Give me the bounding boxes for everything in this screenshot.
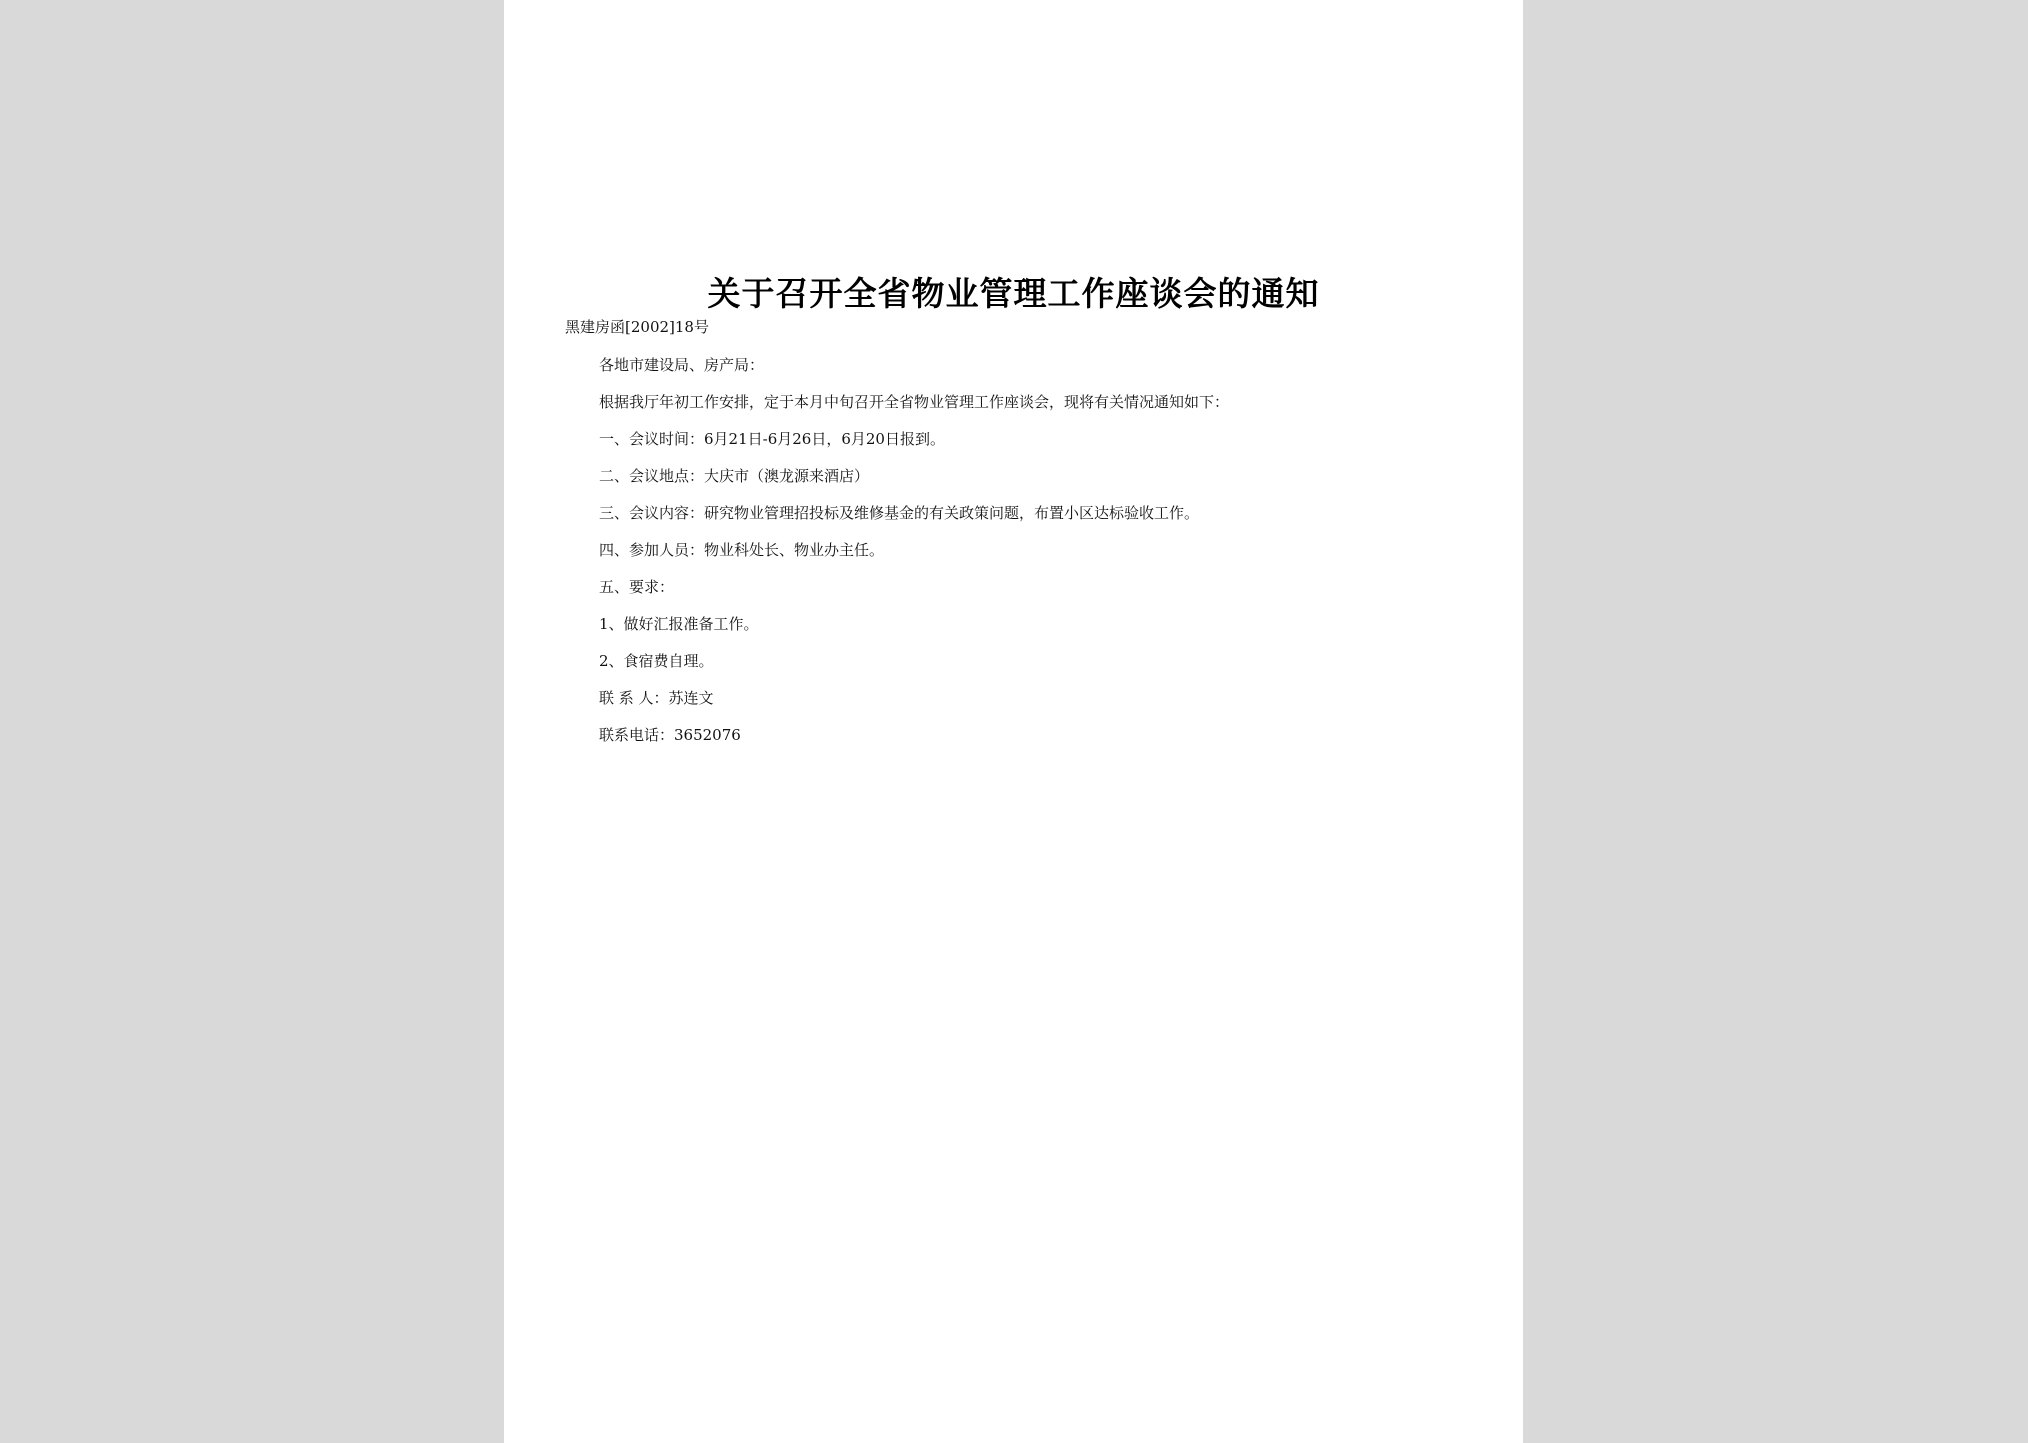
contact-person: 联 系 人：苏连文 <box>599 689 714 707</box>
item-meeting-content: 三、会议内容：研究物业管理招投标及维修基金的有关政策问题，布置小区达标验收工作。 <box>599 504 1200 522</box>
document-page <box>504 0 1523 1443</box>
item-participants: 四、参加人员：物业科处长、物业办主任。 <box>599 541 885 559</box>
item-requirement-2: 2、食宿费自理。 <box>599 652 714 670</box>
addressee-line: 各地市建设局、房产局： <box>599 356 765 374</box>
contact-phone: 联系电话：3652076 <box>599 726 741 744</box>
item-requirement-1: 1、做好汇报准备工作。 <box>599 615 759 633</box>
item-meeting-location: 二、会议地点：大庆市（澳龙源来酒店） <box>599 467 870 485</box>
intro-paragraph: 根据我厅年初工作安排，定于本月中旬召开全省物业管理工作座谈会，现将有关情况通知如下： <box>599 393 1230 411</box>
item-requirements: 五、要求： <box>599 578 675 596</box>
item-meeting-time: 一、会议时间：6月21日-6月26日，6月20日报到。 <box>599 430 945 448</box>
document-number: 黑建房函[2002]18号 <box>565 318 709 336</box>
document-title: 关于召开全省物业管理工作座谈会的通知 <box>707 274 1320 313</box>
